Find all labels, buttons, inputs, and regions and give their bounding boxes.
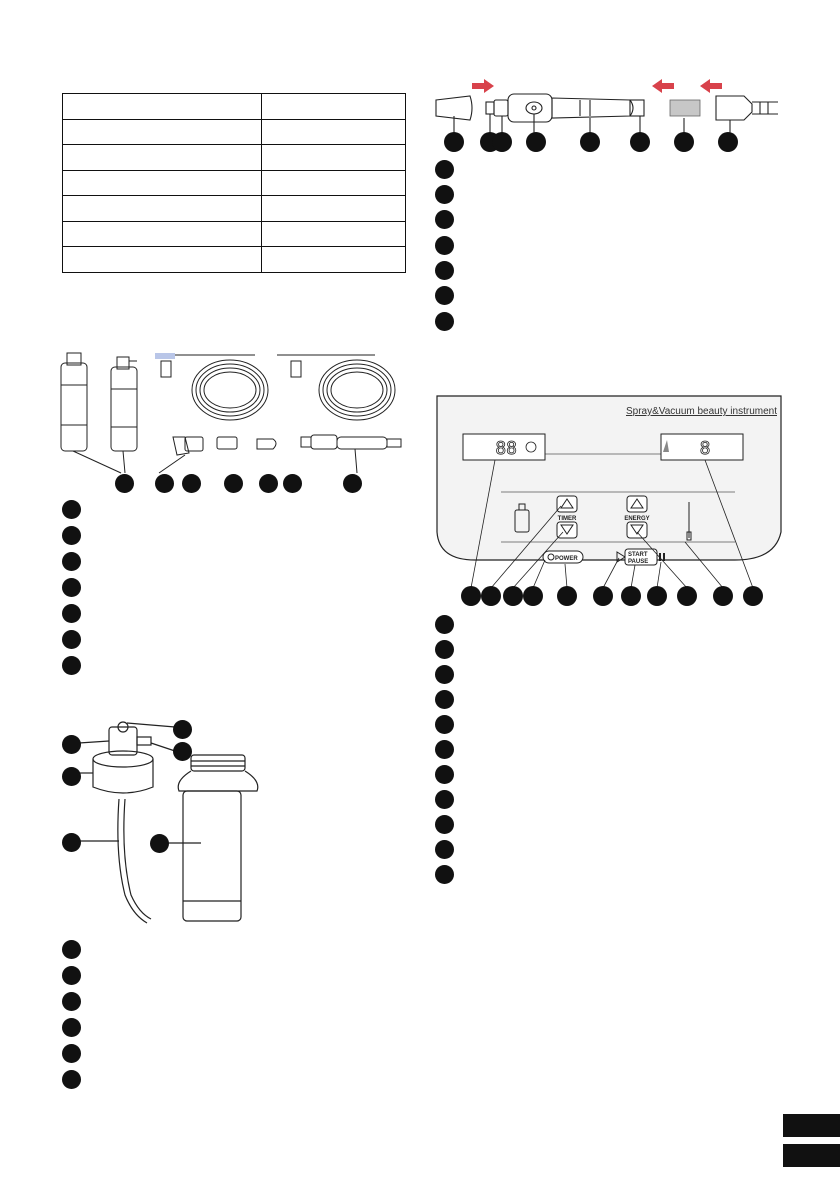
specification-table	[62, 93, 406, 273]
legend-marker	[62, 552, 81, 571]
legend-marker	[435, 286, 454, 305]
legend-marker	[62, 940, 81, 959]
spray-bottle-illustration	[55, 715, 270, 930]
table-row	[63, 119, 406, 145]
legend-marker	[435, 665, 454, 684]
timer-label: TIMER	[557, 516, 577, 522]
legend-marker	[62, 526, 81, 545]
language-tab	[783, 1114, 840, 1137]
callout-marker	[62, 735, 81, 754]
energy-down-button[interactable]	[627, 522, 647, 538]
legend-marker	[435, 740, 454, 759]
legend-marker	[62, 992, 81, 1011]
control-panel-illustration	[435, 392, 785, 606]
legend-marker	[435, 185, 454, 204]
callout-marker	[259, 474, 278, 493]
language-tab	[783, 1144, 840, 1167]
legend-marker	[435, 690, 454, 709]
callout-marker	[115, 474, 134, 493]
legend-marker	[435, 615, 454, 634]
callout-marker	[182, 474, 201, 493]
table-row	[63, 247, 406, 273]
accessories-illustration	[55, 345, 415, 495]
callout-marker	[283, 474, 302, 493]
table-row	[63, 170, 406, 196]
legend-marker	[435, 865, 454, 884]
callout-marker	[224, 474, 243, 493]
power-label: POWER	[555, 556, 578, 562]
table-row	[63, 145, 406, 171]
legend-marker	[62, 604, 81, 623]
panel-title: Spray&Vacuum beauty instrument	[625, 406, 777, 417]
legend-marker	[62, 656, 81, 675]
callout-marker	[155, 474, 174, 493]
start-label: START	[628, 552, 648, 558]
legend-marker	[62, 966, 81, 985]
callout-marker	[62, 833, 81, 852]
legend-marker	[62, 630, 81, 649]
legend-marker	[62, 1018, 81, 1037]
table-row	[63, 221, 406, 247]
legend-marker	[435, 840, 454, 859]
timer-display: 88	[495, 438, 517, 459]
energy-display: 8	[699, 438, 711, 459]
legend-marker	[62, 1070, 81, 1089]
legend-marker	[62, 500, 81, 519]
legend-marker	[435, 815, 454, 834]
legend-marker	[435, 261, 454, 280]
legend-marker	[435, 765, 454, 784]
energy-label: ENERGY	[624, 516, 650, 522]
legend-marker	[435, 312, 454, 331]
legend-marker	[62, 578, 81, 597]
legend-marker	[435, 160, 454, 179]
table-row	[63, 196, 406, 222]
callout-marker	[173, 742, 192, 761]
callout-marker	[173, 720, 192, 739]
callout-marker	[343, 474, 362, 493]
legend-marker	[435, 790, 454, 809]
legend-marker	[435, 236, 454, 255]
callout-marker	[62, 767, 81, 786]
legend-marker	[435, 715, 454, 734]
table-row	[63, 94, 406, 120]
legend-marker	[435, 640, 454, 659]
pause-label: PAUSE	[628, 559, 649, 565]
legend-marker	[435, 210, 454, 229]
legend-marker	[62, 1044, 81, 1063]
handpiece-exploded-illustration	[430, 78, 785, 154]
callout-marker	[150, 834, 169, 853]
